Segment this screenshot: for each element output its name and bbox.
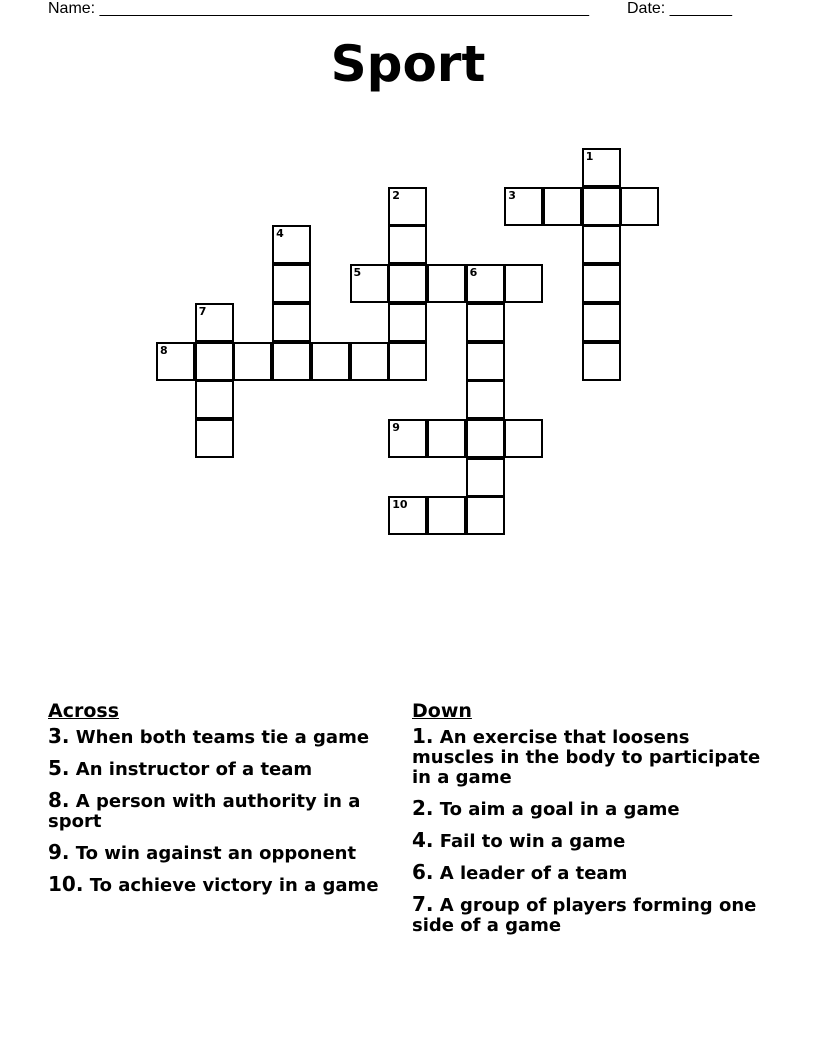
grid-cell[interactable] <box>388 187 427 226</box>
clue-text: An exercise that loosens muscles in the body to participate in a game <box>412 727 761 788</box>
cell-number: 5 <box>353 266 362 280</box>
clue-text: To win against an opponent <box>69 843 357 864</box>
clue-text: Fail to win a game <box>433 831 626 852</box>
clue-number: 1. <box>412 724 434 748</box>
clue-down-1 <box>412 726 762 788</box>
grid-cell[interactable] <box>388 303 427 342</box>
grid-cell[interactable] <box>466 264 505 303</box>
clue-text: When both teams tie a game <box>69 727 370 748</box>
clue-down-7 <box>412 894 762 936</box>
grid-cell[interactable] <box>504 187 543 226</box>
grid-cell[interactable] <box>195 419 234 458</box>
clue-text: A leader of a team <box>433 863 628 884</box>
cell-number: 8 <box>160 343 168 357</box>
clue-down-2 <box>412 798 762 820</box>
clue-text: A person with authority in a sport <box>48 791 361 832</box>
grid-cell[interactable] <box>504 419 543 458</box>
across-clues <box>48 700 388 906</box>
grid-cell[interactable] <box>388 342 427 381</box>
grid-cell[interactable] <box>466 303 505 342</box>
cell-number: 6 <box>469 266 478 280</box>
cell-number: 9 <box>392 420 400 434</box>
grid-cell[interactable] <box>466 342 505 381</box>
grid-cell[interactable] <box>620 187 659 226</box>
clue-text: To achieve victory in a game <box>83 875 379 896</box>
cell-number: 10 <box>392 498 408 512</box>
clue-across-9 <box>48 842 388 864</box>
clue-across-10 <box>48 874 388 896</box>
clue-number: 8. <box>48 788 70 812</box>
grid-cell[interactable] <box>466 496 505 535</box>
clue-number: 3. <box>48 724 70 748</box>
cell-number: 2 <box>392 188 400 202</box>
across-heading: Across <box>48 700 120 722</box>
grid-cell[interactable] <box>388 419 427 458</box>
grid-cell[interactable] <box>272 342 311 381</box>
date-field-label: Date: _______ <box>627 0 732 17</box>
grid-cell[interactable] <box>582 264 621 303</box>
clue-number: 2. <box>412 796 434 820</box>
grid-cell[interactable] <box>582 225 621 264</box>
grid-cell[interactable] <box>272 303 311 342</box>
grid-cell[interactable] <box>272 225 311 264</box>
clue-number: 7. <box>412 892 434 916</box>
grid-cell[interactable] <box>311 342 350 381</box>
grid-cell[interactable] <box>233 342 272 381</box>
clue-text: An instructor of a team <box>69 759 313 780</box>
cell-number: 4 <box>276 227 284 241</box>
grid-cell[interactable] <box>388 264 427 303</box>
clue-number: 10. <box>48 872 84 896</box>
grid-cell[interactable] <box>156 342 195 381</box>
clue-number: 5. <box>48 756 70 780</box>
clue-across-8 <box>48 790 388 832</box>
grid-cell[interactable] <box>195 380 234 419</box>
grid-cell[interactable] <box>582 303 621 342</box>
grid-cell[interactable] <box>466 458 505 497</box>
grid-cell[interactable] <box>582 342 621 381</box>
grid-cell[interactable] <box>350 342 389 381</box>
grid-cell[interactable] <box>504 264 543 303</box>
clue-number: 6. <box>412 860 434 884</box>
grid-cell[interactable] <box>388 225 427 264</box>
clue-down-6 <box>412 862 762 884</box>
grid-cell[interactable] <box>195 303 234 342</box>
clue-number: 4. <box>412 828 434 852</box>
grid-cell[interactable] <box>388 496 427 535</box>
cell-number: 7 <box>198 304 207 318</box>
grid-cell[interactable] <box>427 419 466 458</box>
down-heading: Down <box>412 700 472 722</box>
clue-across-3 <box>48 726 388 748</box>
down-clues <box>412 700 762 946</box>
name-field-label: Name: _______________________________________________________ <box>48 0 589 17</box>
cell-number: 1 <box>585 150 594 163</box>
page-title: Sport <box>330 35 486 93</box>
clue-down-4 <box>412 830 762 852</box>
grid-cell[interactable] <box>427 496 466 535</box>
grid-cell[interactable] <box>272 264 311 303</box>
grid-cell[interactable] <box>195 342 234 381</box>
grid-cell[interactable] <box>466 380 505 419</box>
grid-cell[interactable] <box>466 419 505 458</box>
clue-text: A group of players forming one side of a game <box>412 895 757 936</box>
clue-across-5 <box>48 758 388 780</box>
grid-cell[interactable] <box>543 187 582 226</box>
grid-cell[interactable] <box>427 264 466 303</box>
clue-text: To aim a goal in a game <box>433 799 680 820</box>
grid-cell[interactable] <box>582 148 621 187</box>
clue-number: 9. <box>48 840 70 864</box>
cell-number: 3 <box>508 188 516 202</box>
grid-cell[interactable] <box>350 264 389 303</box>
grid-cell[interactable] <box>582 187 621 226</box>
